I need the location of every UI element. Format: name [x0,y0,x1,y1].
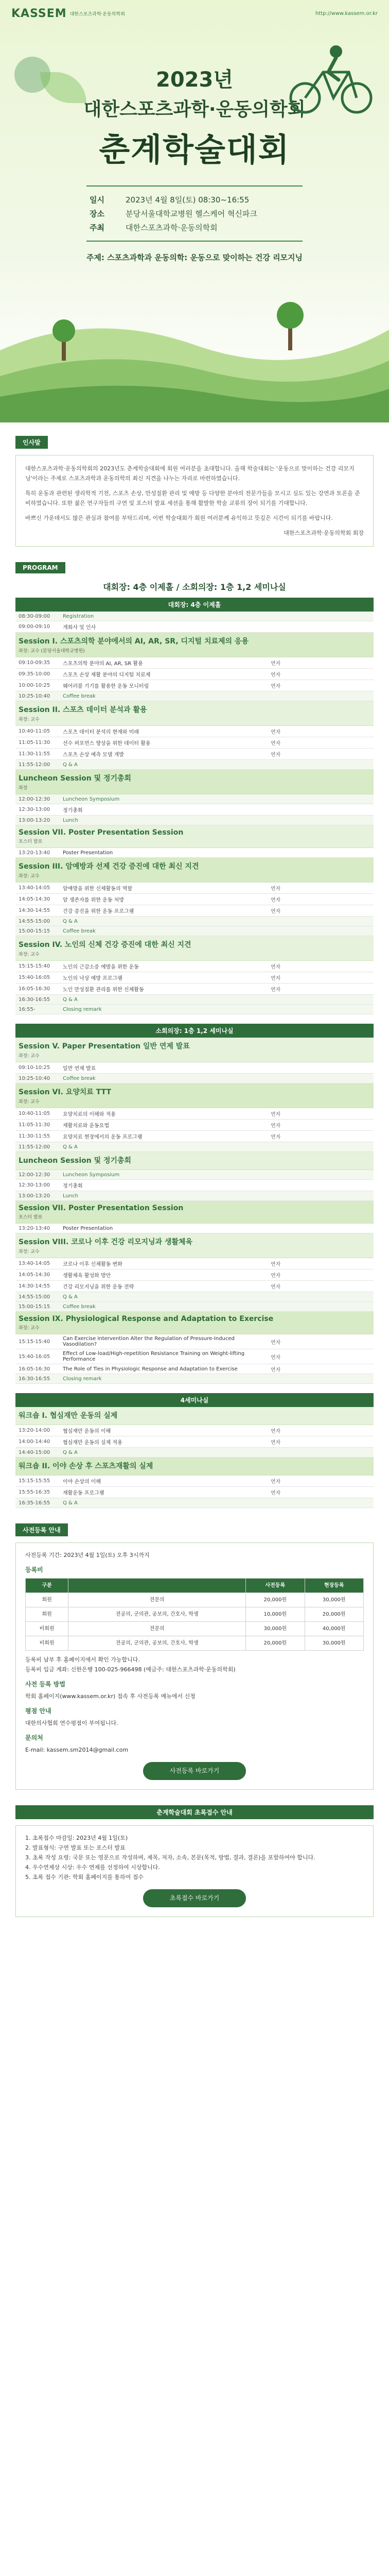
program-row [15,726,374,737]
session-header [15,633,374,657]
program-row [15,848,374,858]
session-title: Session VII. Poster Presentation Session [19,828,184,837]
fee-cell: 비회원 [26,1636,68,1651]
fee-header: 현장등록 [305,1579,363,1593]
info-key: 주최 [90,223,104,232]
info-value: 분당서울대학교병원 헬스케어 혁신파크 [126,209,257,218]
row-time: 14:05-14:30 [19,896,50,902]
program-row [15,691,374,701]
program-row [15,1170,374,1180]
session-header [15,1407,374,1425]
row-speaker: 연자 [271,1490,281,1496]
row-content: Q & A [63,761,78,768]
row-speaker: 연자 [271,672,281,678]
program-row [15,1062,374,1074]
abstract-section [0,1805,389,1917]
registration-note: 등록비 입금 계좌: 신한은행 100-025-966498 (예금주: 대한스포츠과학·운동의학회) [25,1666,236,1673]
program-row [15,905,374,917]
session-header [15,701,374,726]
fee-cell: 전공의, 군의관, 공보의, 간호사, 학생 [68,1607,246,1622]
row-time: 13:00-13:20 [19,1193,50,1199]
row-time: 16:55- [19,1006,36,1012]
greeting-sign: 대한스포츠과학·운동의학회 회장 [284,530,364,536]
program-section [0,562,389,1508]
session-title: Luncheon Session 및 정기총회 [19,1157,132,1165]
row-content: Q & A [63,1144,78,1150]
row-time: 14:30-14:55 [19,1283,50,1289]
session-header [15,1458,374,1476]
row-content: Coffee break [63,1075,96,1081]
hero-info-date [90,193,299,207]
session-header [15,936,374,961]
credit-title: 평점 안내 [25,1707,51,1715]
method-text: 학회 홈페이지(www.kassem.or.kr) 접속 후 사전등록 메뉴에서 신청 [25,1693,196,1700]
program-row [15,917,374,926]
row-content: 생활체육 활성화 방안 [63,1273,111,1279]
cyclist-icon [287,41,375,118]
session-header [15,770,374,794]
row-content: 스포츠 손상 재활 분야의 디지털 치료제 [63,672,151,678]
fee-cell: 전공의, 군의관, 공보의, 간호사, 학생 [68,1636,246,1651]
row-time: 15:15-15:40 [19,1338,50,1345]
session-chair: 좌장 [19,786,28,791]
session-header [15,1201,374,1224]
abstract-item: 1. 초록접수 마감일: 2023년 4월 1일(토) [25,1835,128,1841]
row-content: Q & A [63,1294,78,1300]
row-time: 11:55-12:00 [19,761,50,768]
fee-cell: 40,000원 [305,1622,363,1636]
program-row [15,1476,374,1487]
row-content: 재활운동 프로그램 [63,1490,104,1496]
row-time: 10:40-11:05 [19,1111,50,1116]
row-time: 13:40-14:05 [19,885,50,891]
row-time: 16:35-16:55 [19,1500,50,1506]
fee-cell: 비회원 [26,1622,68,1636]
session-header [15,825,374,848]
program-row [15,1269,374,1281]
program-row [15,894,374,905]
row-speaker: 연자 [271,1273,281,1279]
row-time: 11:55-12:00 [19,1144,50,1150]
session-chair: 포스터 발표 [19,1215,43,1220]
hero-year: 2023년 [156,68,233,92]
hero-society: 대한스포츠과학·운동의학회 [83,99,306,120]
day-bar-workshop: 4세미나실 [15,1393,374,1407]
row-time: 16:05-16:30 [19,986,50,992]
session-title: Session VI. 요양치료 TTT [19,1088,112,1096]
session-chair: 좌장: 교수 [19,874,40,879]
row-time: 14:55-15:00 [19,918,50,924]
row-time: 15:00-15:15 [19,928,50,934]
row-time: 14:00-14:40 [19,1439,50,1445]
row-content: 암 생존자를 위한 운동 처방 [63,897,124,903]
hero-info-venue [90,207,299,221]
row-speaker: 연자 [271,1284,281,1290]
row-time: 10:00-10:25 [19,683,50,688]
row-content: 노인의 낙상 예방 프로그램 [63,976,122,981]
row-speaker: 연자 [271,886,281,892]
greeting-section [0,436,389,547]
row-speaker: 연자 [271,752,281,758]
program-row [15,1120,374,1131]
row-time: 16:05-16:30 [19,1366,50,1372]
session-title: 워크숍 II. 이야 손상 후 스포츠재활의 실제 [19,1462,153,1470]
contact-text: E-mail: kassem.sm2014@gmail.com [25,1747,129,1753]
row-speaker: 연자 [271,730,281,735]
fee-cell: 30,000원 [246,1622,305,1636]
row-content: Q & A [63,996,78,1003]
row-time: 11:30-11:55 [19,1133,50,1139]
greeting-tag: 인사말 [15,436,48,449]
session-title: Session III. 암예방과 선제 건강 증진에 대한 최신 지견 [19,862,199,871]
program-row [15,1180,374,1191]
row-speaker: 연자 [271,1112,281,1117]
row-speaker: 연자 [271,909,281,914]
row-speaker: 연자 [271,1479,281,1485]
program-row [15,612,374,621]
program-row [15,749,374,760]
row-time: 11:30-11:55 [19,751,50,757]
program-row [15,1142,374,1152]
row-content: The Role of Ties in Physiologic Response and Adaptation to Exercise [63,1366,238,1372]
row-time: 16:30-16:55 [19,996,50,1003]
program-row [15,816,374,825]
row-time: 08:30-09:00 [19,613,50,619]
program-row [15,1498,374,1508]
program-row [15,669,374,680]
program-row [15,621,374,633]
program-row [15,1292,374,1302]
row-speaker: 연자 [271,1429,281,1434]
greeting-box [15,455,374,547]
row-time: 15:15-15:40 [19,963,50,969]
info-key: 일시 [90,195,104,205]
registration-tag: 사전등록 안내 [15,1523,68,1536]
row-content: 협심재만 운동의 실제 적용 [63,1440,122,1446]
program-row [15,1258,374,1269]
program-row [15,760,374,770]
program-row [15,1436,374,1448]
fee-table [25,1578,364,1651]
row-content: Lunch [63,1193,78,1199]
program-row [15,961,374,972]
credit-text: 대한의사협회 연수평점이 부여됩니다. [25,1720,118,1726]
row-speaker: 연자 [271,1354,281,1361]
row-speaker: 연자 [271,964,281,970]
hero-title: 춘계학술대회 [99,131,290,168]
row-content: 코로나 이후 신체활동 변화 [63,1262,122,1267]
row-content: 일반 연제 발표 [63,1066,96,1072]
fee-cell: 전문의 [68,1622,246,1636]
row-content: 정기총회 [63,1183,83,1189]
logo-mark: KASSEM [11,7,67,20]
fee-header: 사전등록 [246,1579,305,1593]
row-speaker: 연자 [271,1440,281,1446]
session-title: Luncheon Session 및 정기총회 [19,774,132,783]
row-content: 이야 손상의 이해 [63,1479,101,1485]
abstract-tag: 춘계학술대회 초록접수 안내 [15,1805,374,1819]
row-time: 14:30-14:55 [19,908,50,913]
info-value: 대한스포츠과학·운동의학회 [126,223,218,232]
row-content: Registration [63,613,94,619]
greeting-paragraph: 대한스포츠과학·운동의학회의 2023년도 춘계학술대회에 회원 여러분을 초대합니다. 올해 학술대회는 '운동으로 맞이하는 건강 리모지닝'이라는 주제로 스포츠과학과 운동의학의 최신 지견을 나누는 자리로 마련하였습니다. [25,465,355,482]
program-row [15,1487,374,1498]
row-time: 15:00-15:15 [19,1303,50,1310]
registration-box [15,1543,374,1790]
site-url[interactable]: http://www.kassem.or.kr [315,11,378,16]
row-time: 11:05-11:30 [19,740,50,745]
row-content: Poster Presentation [63,1225,113,1231]
row-content: 건강 리모지닝을 위한 운동 전략 [63,1284,134,1290]
fee-cell: 회원 [26,1593,68,1607]
row-speaker: 연자 [271,661,281,667]
logo-subtitle: 대한스포츠과학·운동의학회 [69,12,125,17]
greeting-paragraph: 특히 운동과 관련된 생리학적 기전, 스포츠 손상, 만성질환 관리 및 예방 등 다양한 분야의 전문가들을 모시고 심도 있는 강연과 토론을 준비하였습니다. 또한 젊은 연구자들의 구연 및 포스터 발표 세션을 통해 활발한 학술 교류의 장이 되기를 기대합니다. [25,490,360,506]
session-header [15,1038,374,1062]
registration-period: 사전등록 기간: 2023년 4월 1일(토) 오후 3시까지 [25,1552,150,1558]
fee-cell: 회원 [26,1607,68,1622]
row-content: 정기총회 [63,808,83,814]
program-row [15,737,374,749]
row-content: Closing remark [63,1376,102,1382]
program-row [15,1224,374,1233]
row-time: 12:30-13:00 [19,807,50,812]
session-header [15,858,374,883]
row-content: Q & A [63,1449,78,1455]
program-row [15,1448,374,1458]
registration-note: 등록비 납부 후 홈페이지에서 확인 가능합니다. [25,1656,140,1663]
hero-top-bar [0,0,389,27]
row-content: Coffee break [63,928,96,934]
fee-cell: 10,000원 [246,1607,305,1622]
row-time: 15:15-15:55 [19,1478,50,1484]
row-time: 11:05-11:30 [19,1122,50,1128]
program-row [15,1374,374,1384]
session-chair: 좌장: 교수 (분당서울대학교병원) [19,649,85,654]
program-row [15,1005,374,1014]
row-content: Closing remark [63,1006,102,1012]
row-content: 노인의 근감소증 예방을 위한 운동 [63,964,139,970]
abstract-submit-button[interactable]: 초록접수 바로가기 [143,1889,246,1907]
fee-row [26,1607,364,1622]
row-content: Lunch [63,817,78,823]
row-content: Luncheon Symposium [63,1172,120,1178]
row-time: 10:25-10:40 [19,1075,50,1081]
row-speaker: 연자 [271,684,281,689]
info-key: 장소 [90,209,104,218]
row-content: 요양치료의 이해와 적용 [63,1112,116,1117]
fee-cell: 20,000원 [305,1607,363,1622]
row-content: 스포츠의학 분야의 AI, AR, SR 활용 [63,661,143,667]
fee-cell: 20,000원 [246,1636,305,1651]
hero-decoration [9,57,92,98]
program-seminar-room [15,1038,374,1384]
abstract-item: 3. 초록 작성 요령: 국문 또는 영문으로 작성하며, 제목, 저자, 소속, 본문(목적, 방법, 결과, 결론)을 포함하여야 합니다. [25,1854,315,1861]
session-chair: 좌장: 교수 [19,1249,40,1255]
greeting-paragraph: 바쁘신 가운데서도 많은 관심과 참여를 부탁드리며, 이번 학술대회가 회원 여러분께 유익하고 뜻깊은 시간이 되기를 바랍니다. [25,515,333,521]
program-row [15,1349,374,1364]
session-header [15,1152,374,1170]
row-speaker: 연자 [271,1367,281,1373]
row-speaker: 연자 [271,1134,281,1140]
row-content: 건강 증진을 위한 운동 프로그램 [63,909,134,914]
session-chair: 좌장: 교수 [19,1099,40,1105]
session-header [15,1312,374,1334]
row-content: Q & A [63,918,78,924]
abstract-box [15,1825,374,1917]
program-row [15,984,374,995]
program-row [15,883,374,894]
session-title: Session IV. 노인의 신체 건강 증진에 대한 최신 지견 [19,941,191,949]
fee-row [26,1636,364,1651]
row-content: 노인 만성질환 관리를 위한 신체활동 [63,987,144,993]
program-row [15,1302,374,1312]
row-content: 선수 퍼포먼스 향상을 위한 데이터 활용 [63,741,151,747]
fee-row [26,1622,364,1636]
session-title: Session V. Paper Presentation 일반 연제 발표 [19,1042,190,1050]
abstract-item: 2. 발표형식: 구연 발표 또는 포스터 발표 [25,1844,126,1851]
row-content: 개회사 및 인사 [63,625,96,631]
session-header [15,1233,374,1258]
day-bar-main-hall: 대회장: 4층 이제홀 [15,598,374,612]
row-time: 12:00-12:30 [19,1172,50,1178]
session-chair: 좌장: 교수 [19,717,40,722]
program-row [15,1425,374,1436]
session-chair: 포스터 발표 [19,839,43,844]
row-time: 09:10-09:35 [19,660,50,666]
logo[interactable] [11,7,125,20]
program-row [15,794,374,804]
fee-cell: 30,000원 [305,1593,363,1607]
row-time: 15:40-16:05 [19,975,50,980]
program-row [15,680,374,691]
row-content: Coffee break [63,693,96,699]
row-time: 10:25-10:40 [19,693,50,699]
hero-theme: 주제: 스포츠과학과 운동의학: 운동으로 맞이하는 건강 리모지닝 [86,253,303,262]
fee-cell: 30,000원 [305,1636,363,1651]
row-time: 09:00-09:10 [19,624,50,630]
fee-header: 구분 [26,1579,68,1593]
row-speaker: 연자 [271,897,281,903]
row-content: Poster Presentation [63,850,113,856]
row-content: 요양치료 현장에서의 운동 프로그램 [63,1134,143,1140]
session-chair: 좌장: 교수 [19,952,40,957]
program-row [15,804,374,816]
row-content: 웨어러블 기기를 활용한 운동 모니터링 [63,684,149,689]
program-row [15,1074,374,1083]
row-time: 13:20-14:00 [19,1428,50,1433]
program-row [15,972,374,984]
session-chair: 좌장: 교수 [19,1326,40,1331]
program-main-hall [15,612,374,1014]
abstract-item: 5. 초록 접수 기관: 학회 홈페이지를 통하여 접수 [25,1874,144,1880]
row-speaker: 연자 [271,987,281,993]
program-row [15,1191,374,1201]
row-time: 15:55-16:35 [19,1489,50,1495]
info-value: 2023년 4월 8일(토) 08:30~16:55 [126,195,250,205]
day-bar-seminar-room: 소회의장: 1층 1,2 세미나실 [15,1024,374,1038]
row-content: Luncheon Symposium [63,796,120,802]
row-time: 15:40-16:05 [19,1353,50,1360]
fee-title: 등록비 [25,1566,43,1573]
session-title: Session I. 스포츠의학 분야에서의 AI, AR, SR, 디지털 치료제의 응용 [19,637,249,646]
session-title: Session IX. Physiological Response and Adaptation to Exercise [19,1315,274,1323]
program-row [15,1334,374,1349]
row-content: 암예방을 위한 신체활동의 역할 [63,886,133,892]
row-content: Effect of Low-load/High-repetition Resistance Training on Weight-lifting Performance [63,1351,245,1362]
row-content: 스포츠 데이터 분석의 현재와 미래 [63,730,139,735]
program-workshop [15,1407,374,1508]
session-title: Session VIII. 코로나 이후 건강 리모지닝과 생활체육 [19,1238,193,1246]
row-speaker: 연자 [271,741,281,747]
row-content: Coffee break [63,1303,96,1310]
fee-cell: 전문의 [68,1593,246,1607]
row-time: 14:40-15:00 [19,1449,50,1455]
row-time: 13:20-13:40 [19,850,50,856]
fee-header [68,1579,246,1593]
program-heading: 대회장: 4층 이제홀 / 소회의장: 1층 1,2 세미나실 [103,582,286,592]
row-content: 협심재만 운동의 이해 [63,1429,111,1434]
contact-title: 문의처 [25,1734,43,1741]
hero-info-box [86,185,303,242]
registration-section [0,1523,389,1790]
session-chair: 좌장: 교수 [19,1054,40,1059]
row-content: Can Exercise Intervention Alter the Regulation of Pressure-Induced Vasodilation? [63,1336,235,1347]
abstract-item: 4. 우수연제상 시상: 우수 연제를 선정하여 시상합니다. [25,1864,160,1871]
program-row [15,995,374,1005]
row-content: 재활치료와 운동요법 [63,1123,110,1129]
row-content: 스포츠 손상 예측 모델 개발 [63,752,124,758]
session-title: Session II. 스포츠 데이터 분석과 활용 [19,706,147,714]
row-time: 10:40-11:05 [19,728,50,734]
hero-info-host [90,221,299,234]
program-row [15,1108,374,1120]
row-speaker: 연자 [271,1340,281,1346]
row-time: 13:00-13:20 [19,817,50,823]
session-title: 워크숍 I. 협심재만 운동의 실제 [19,1412,118,1420]
row-time: 14:55-15:00 [19,1294,50,1300]
method-title: 사전 등록 방법 [25,1681,65,1688]
program-row [15,1281,374,1292]
fee-cell: 20,000원 [246,1593,305,1607]
row-time: 14:05-14:30 [19,1272,50,1278]
program-row [15,1131,374,1142]
row-time: 12:30-13:00 [19,1182,50,1188]
row-time: 13:20-13:40 [19,1225,50,1231]
hero-scene-illustration [0,268,389,422]
row-time: 13:40-14:05 [19,1261,50,1266]
session-header [15,1083,374,1108]
row-time: 16:30-16:55 [19,1376,50,1382]
hero-banner [0,0,389,422]
fee-row [26,1593,364,1607]
row-speaker: 연자 [271,976,281,981]
row-speaker: 연자 [271,1123,281,1129]
program-row [15,657,374,669]
session-title: Session VII. Poster Presentation Session [19,1204,184,1212]
program-row [15,1364,374,1374]
row-speaker: 연자 [271,1262,281,1267]
program-tag: PROGRAM [15,562,65,573]
row-content: Q & A [63,1500,78,1506]
program-row [15,926,374,936]
row-time: 09:35-10:00 [19,671,50,677]
preregister-button[interactable]: 사전등록 바로가기 [143,1762,246,1780]
row-time: 09:10-10:25 [19,1065,50,1071]
row-time: 12:00-12:30 [19,796,50,802]
